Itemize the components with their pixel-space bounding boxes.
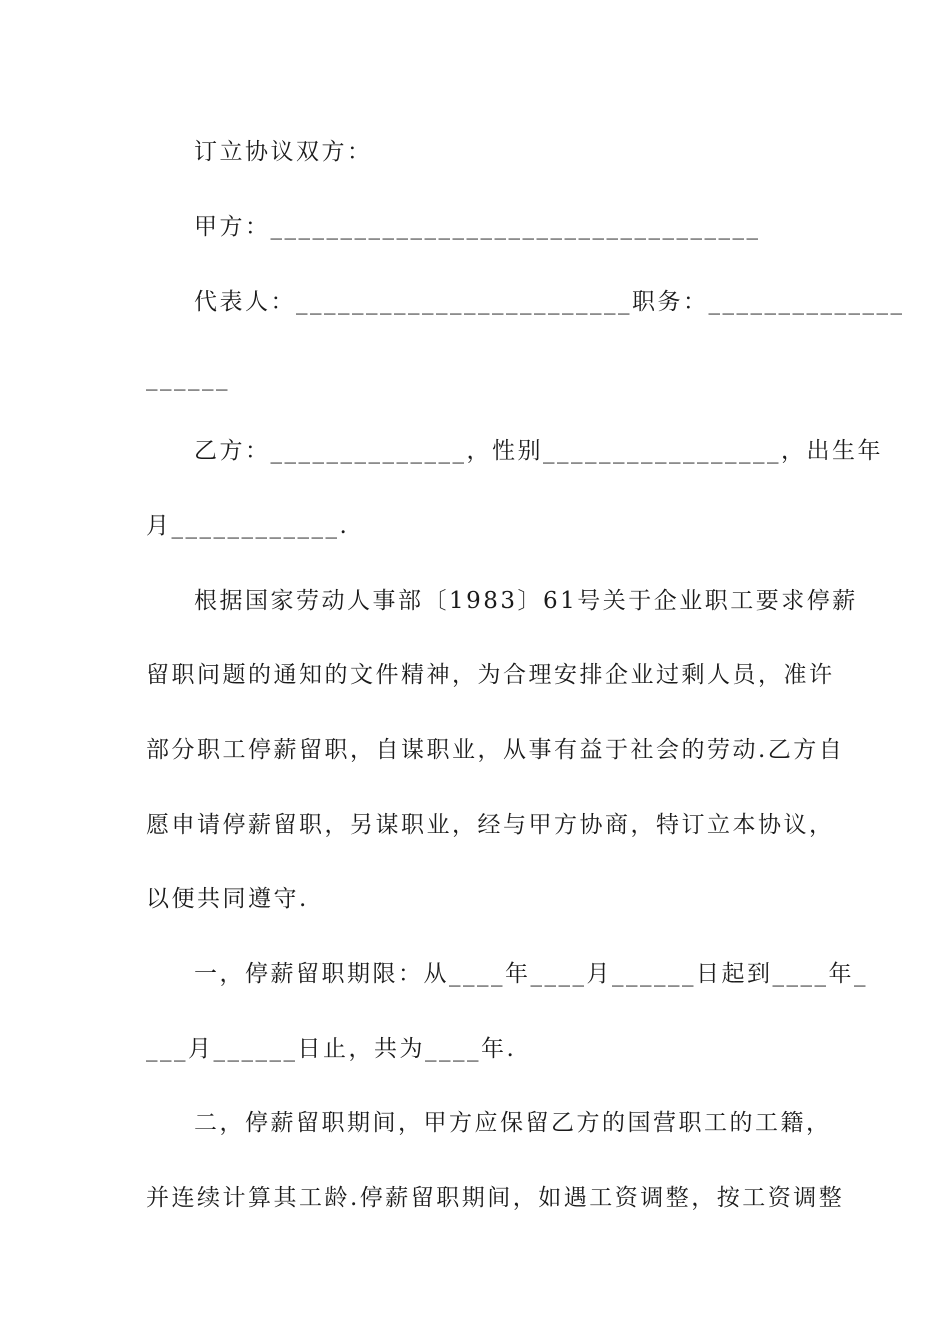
clause-1-line-1: 一，停薪留职期限：从____年____月______日起到____年_: [194, 961, 868, 987]
clause-2-line-1: 二，停薪留职期间，甲方应保留乙方的国营职工的工籍，: [194, 1110, 832, 1136]
preamble-line-4: 愿申请停薪留职，另谋职业，经与甲方协商，特订立本协议，: [146, 812, 835, 838]
preamble-line-3: 部分职工停薪留职，自谋职业，从事有益于社会的劳动.乙方自: [146, 737, 845, 763]
clause-2-line-2: 并连续计算其工龄.停薪留职期间，如遇工资调整，按工资调整: [146, 1185, 845, 1211]
representative-line: 代表人：________________________职务：______________: [194, 289, 905, 315]
clause-1-line-2: ___月______日止，共为____年.: [146, 1036, 517, 1062]
preamble-line-1: 根据国家劳动人事部〔1983〕61号关于企业职工要求停薪: [194, 588, 858, 614]
parties-heading: 订立协议双方：: [194, 139, 373, 165]
representative-line-continued: ______: [146, 365, 230, 391]
preamble-line-2: 留职问题的通知的文件精神，为合理安排企业过剩人员，准许: [146, 662, 835, 688]
preamble-line-5: 以便共同遵守.: [146, 886, 309, 912]
party-b-line: 乙方：______________，性别_________________，出生年: [194, 438, 883, 464]
party-b-line-continued: 月____________.: [146, 513, 350, 539]
party-a-line: 甲方：___________________________________: [194, 214, 761, 240]
